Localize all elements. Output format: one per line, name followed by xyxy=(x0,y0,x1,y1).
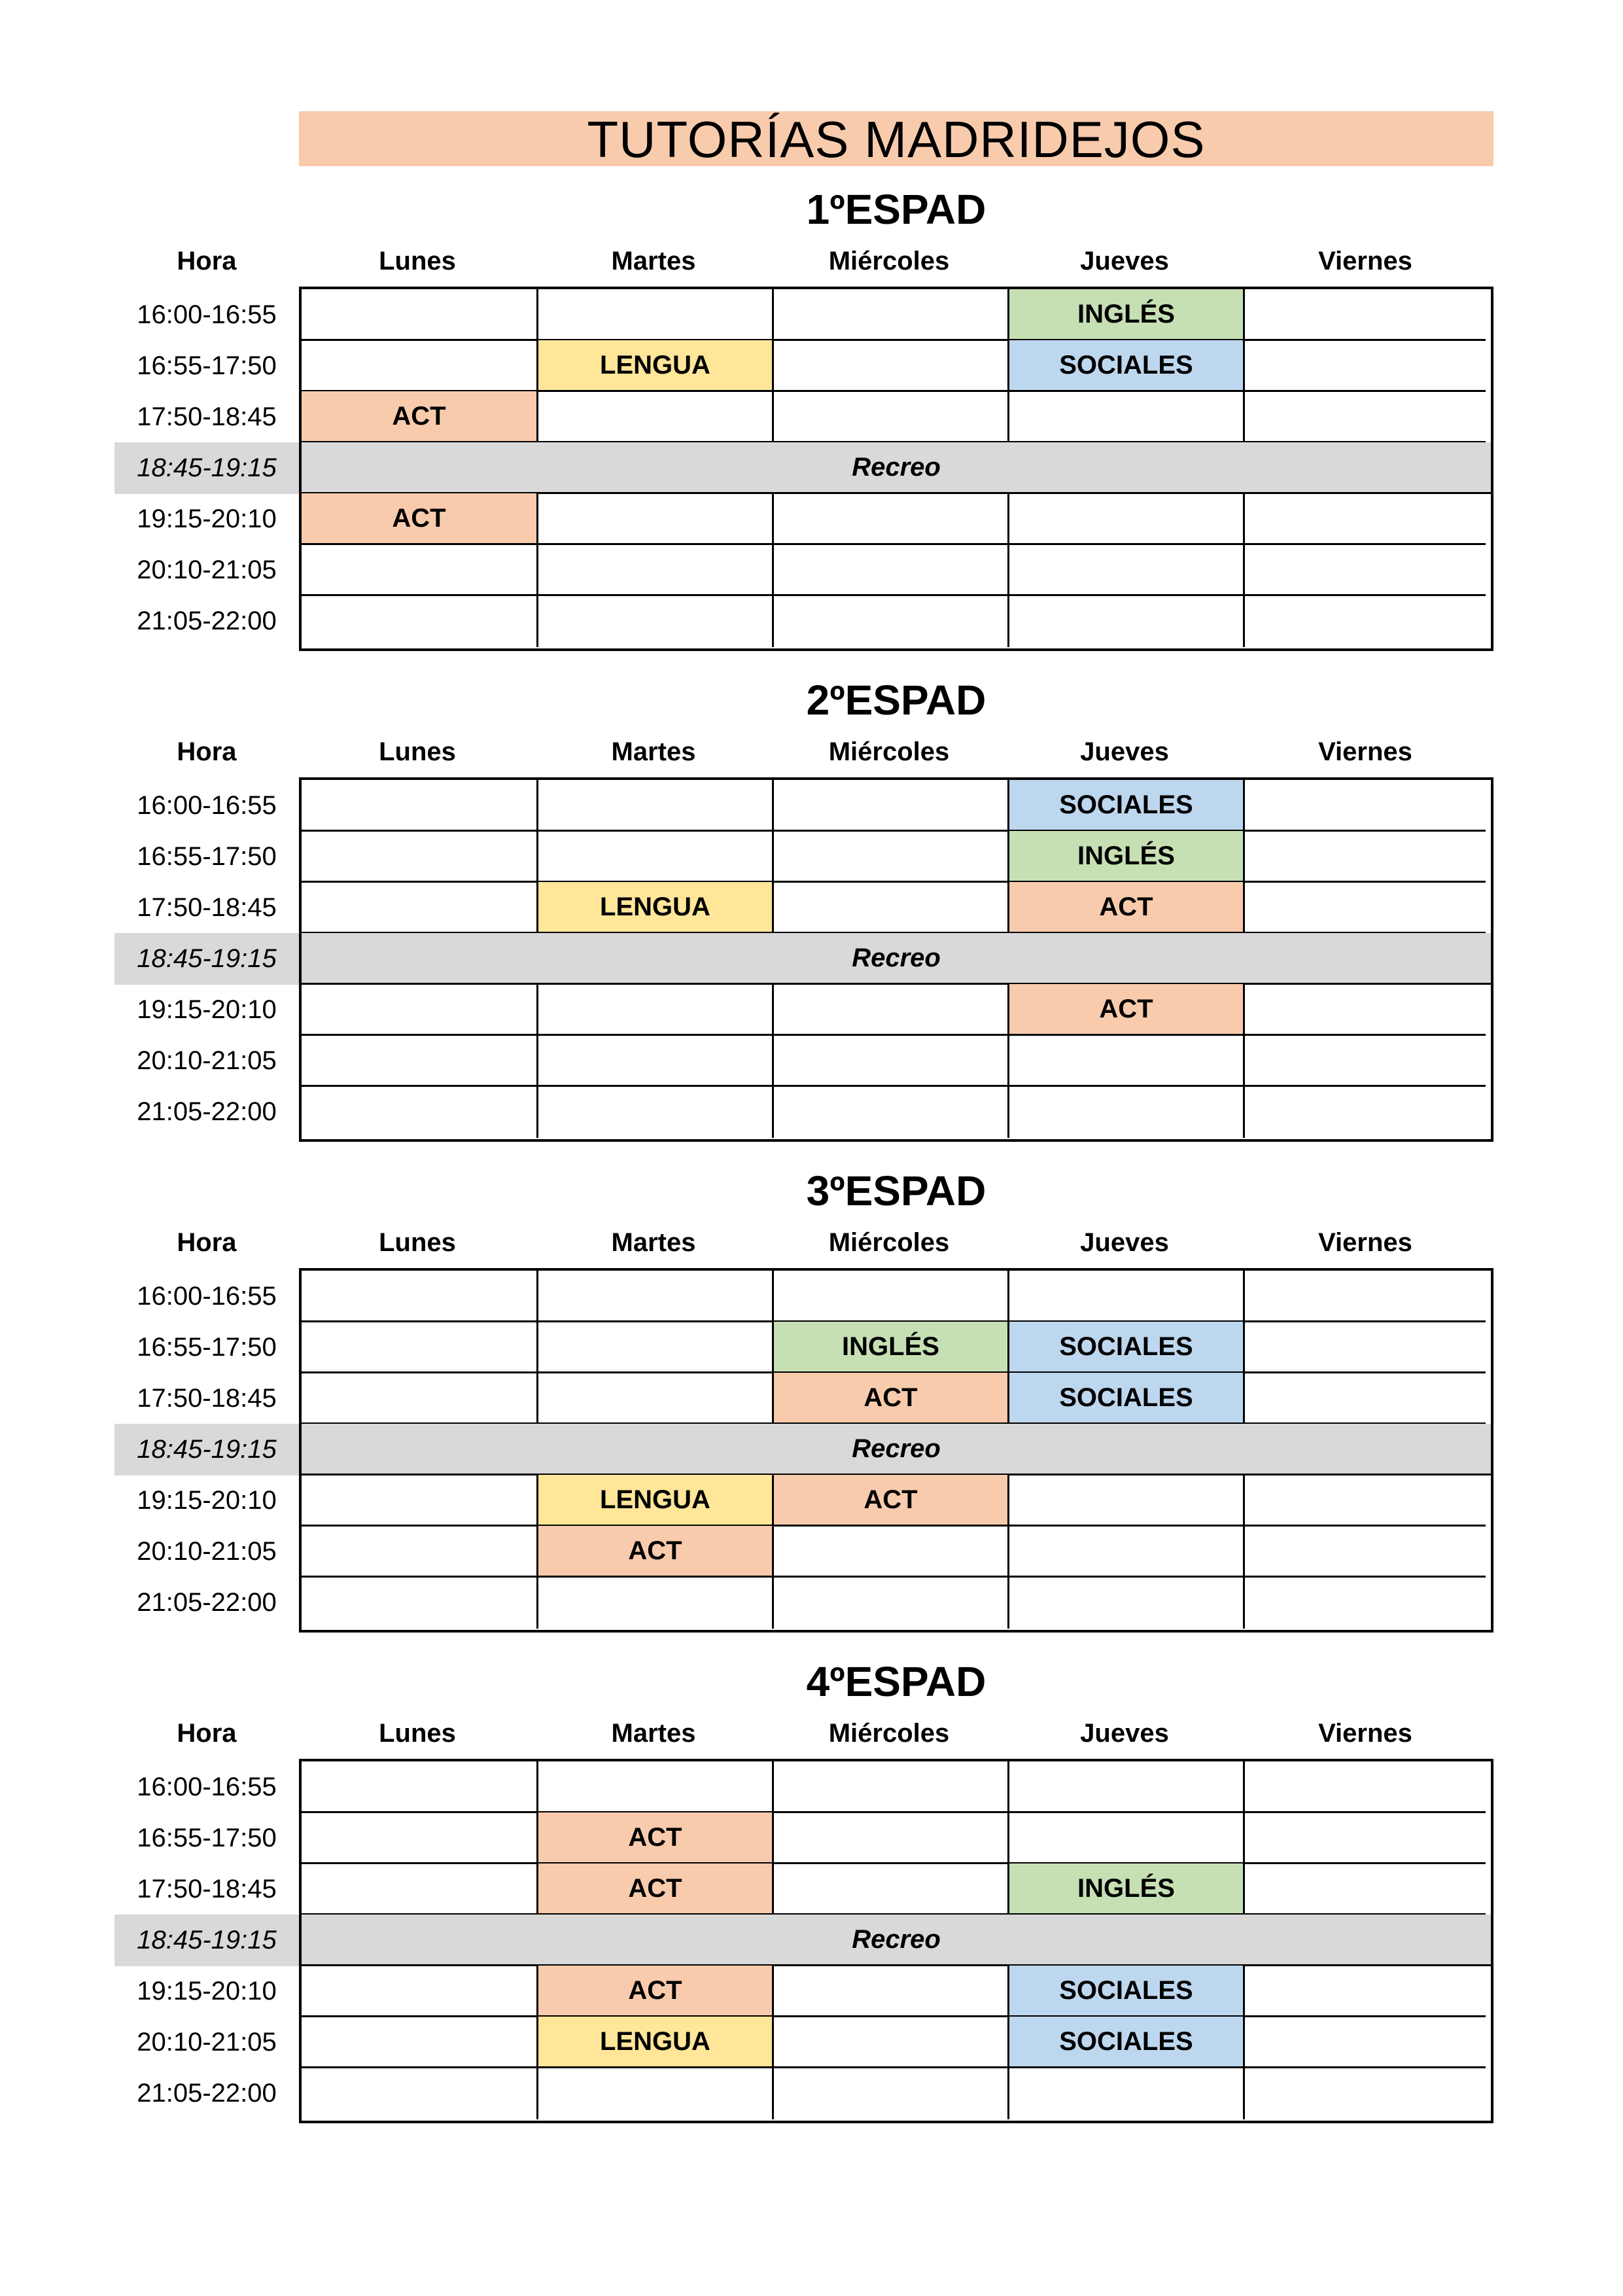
day-header-viernes: Viernes xyxy=(1318,247,1412,275)
empty-cell xyxy=(302,984,538,1036)
empty-cell xyxy=(302,882,538,934)
subject-cell: ACT xyxy=(774,1373,1009,1424)
schedule-3 xyxy=(0,1165,1623,1636)
empty-cell xyxy=(302,1526,538,1578)
empty-cell xyxy=(1009,1761,1245,1813)
day-header-martes: Martes xyxy=(611,247,696,275)
empty-cell xyxy=(538,1761,774,1813)
empty-cell xyxy=(302,1812,538,1864)
time-label: 16:55-17:50 xyxy=(137,1824,277,1852)
empty-cell xyxy=(538,1035,774,1087)
empty-cell xyxy=(1009,493,1245,545)
subject-cell: ACT xyxy=(538,1863,774,1915)
empty-cell xyxy=(302,1577,538,1629)
subject-cell: SOCIALES xyxy=(1009,340,1245,392)
empty-cell xyxy=(1009,391,1245,443)
empty-cell xyxy=(1245,1526,1486,1578)
subject-cell: INGLÉS xyxy=(1009,289,1245,341)
empty-cell xyxy=(1245,780,1486,832)
day-header-miércoles: Miércoles xyxy=(828,247,950,275)
empty-cell xyxy=(1245,1863,1486,1915)
empty-cell xyxy=(774,289,1009,341)
time-label: 21:05-22:00 xyxy=(137,607,277,635)
time-label: 17:50-18:45 xyxy=(137,893,277,922)
day-header-viernes: Viernes xyxy=(1318,1228,1412,1257)
empty-cell xyxy=(302,1322,538,1373)
timetable-grid xyxy=(299,777,1493,1142)
break-row: Recreo xyxy=(302,933,1491,985)
empty-cell xyxy=(302,2068,538,2119)
day-header-lunes: Lunes xyxy=(379,1719,456,1748)
empty-cell xyxy=(302,544,538,596)
time-label: 17:50-18:45 xyxy=(137,1384,277,1413)
schedule-title: 3ºESPAD xyxy=(806,1167,986,1214)
subject-cell: ACT xyxy=(1009,984,1245,1036)
day-header-martes: Martes xyxy=(611,1719,696,1748)
subject-cell: SOCIALES xyxy=(1009,1322,1245,1373)
subject-cell: SOCIALES xyxy=(1009,1373,1245,1424)
empty-cell xyxy=(302,831,538,883)
empty-cell xyxy=(1245,882,1486,934)
time-label: 16:00-16:55 xyxy=(137,1773,277,1801)
time-label: 17:50-18:45 xyxy=(137,402,277,431)
empty-cell xyxy=(538,1086,774,1138)
time-label: 19:15-20:10 xyxy=(137,1977,277,2005)
empty-cell xyxy=(774,595,1009,647)
empty-cell xyxy=(1245,1966,1486,2017)
empty-cell xyxy=(538,1577,774,1629)
day-header-miércoles: Miércoles xyxy=(828,1719,950,1748)
empty-cell xyxy=(774,780,1009,832)
subject-cell: LENGUA xyxy=(538,882,774,934)
empty-cell xyxy=(1245,1761,1486,1813)
empty-cell xyxy=(774,984,1009,1036)
day-header-miércoles: Miércoles xyxy=(828,1228,950,1257)
empty-cell xyxy=(1009,2068,1245,2119)
time-label: 21:05-22:00 xyxy=(137,1588,277,1617)
break-time-label: 18:45-19:15 xyxy=(114,442,299,494)
time-label: 19:15-20:10 xyxy=(137,995,277,1024)
empty-cell xyxy=(1245,595,1486,647)
time-label: 17:50-18:45 xyxy=(137,1875,277,1903)
hora-header: Hora xyxy=(177,1228,237,1257)
empty-cell xyxy=(774,2068,1009,2119)
empty-cell xyxy=(774,1271,1009,1322)
empty-cell xyxy=(538,391,774,443)
empty-cell xyxy=(1009,1475,1245,1527)
time-label: 20:10-21:05 xyxy=(137,1046,277,1075)
empty-cell xyxy=(1245,289,1486,341)
day-header-jueves: Jueves xyxy=(1080,1719,1169,1748)
empty-cell xyxy=(302,1863,538,1915)
empty-cell xyxy=(1009,1526,1245,1578)
empty-cell xyxy=(1009,1086,1245,1138)
subject-cell: SOCIALES xyxy=(1009,1966,1245,2017)
subject-cell: ACT xyxy=(538,1812,774,1864)
empty-cell xyxy=(774,391,1009,443)
timetable-grid xyxy=(299,1268,1493,1633)
empty-cell xyxy=(1245,1271,1486,1322)
subject-cell: SOCIALES xyxy=(1009,780,1245,832)
time-label: 21:05-22:00 xyxy=(137,2079,277,2108)
empty-cell xyxy=(774,1526,1009,1578)
empty-cell xyxy=(302,1086,538,1138)
time-label: 21:05-22:00 xyxy=(137,1097,277,1126)
empty-cell xyxy=(538,493,774,545)
empty-cell xyxy=(1245,1812,1486,1864)
time-label: 16:00-16:55 xyxy=(137,1282,277,1311)
empty-cell xyxy=(538,2068,774,2119)
empty-cell xyxy=(302,1035,538,1087)
empty-cell xyxy=(774,2017,1009,2068)
time-label: 19:15-20:10 xyxy=(137,1486,277,1515)
empty-cell xyxy=(1245,2068,1486,2119)
subject-cell: INGLÉS xyxy=(774,1322,1009,1373)
empty-cell xyxy=(1245,544,1486,596)
empty-cell xyxy=(1009,595,1245,647)
empty-cell xyxy=(1009,1577,1245,1629)
hora-header: Hora xyxy=(177,1719,237,1748)
subject-cell: ACT xyxy=(774,1475,1009,1527)
day-header-lunes: Lunes xyxy=(379,247,456,275)
day-header-jueves: Jueves xyxy=(1080,247,1169,275)
empty-cell xyxy=(1245,340,1486,392)
empty-cell xyxy=(538,289,774,341)
day-header-martes: Martes xyxy=(611,737,696,766)
empty-cell xyxy=(1245,493,1486,545)
break-time-label: 18:45-19:15 xyxy=(114,933,299,985)
empty-cell xyxy=(302,780,538,832)
day-header-lunes: Lunes xyxy=(379,737,456,766)
day-header-lunes: Lunes xyxy=(379,1228,456,1257)
schedule-1 xyxy=(0,183,1623,654)
empty-cell xyxy=(302,1475,538,1527)
empty-cell xyxy=(1009,1035,1245,1087)
empty-cell xyxy=(1245,831,1486,883)
empty-cell xyxy=(1245,1086,1486,1138)
empty-cell xyxy=(774,831,1009,883)
empty-cell xyxy=(774,1035,1009,1087)
break-time-label: 18:45-19:15 xyxy=(114,1915,299,1966)
empty-cell xyxy=(774,1577,1009,1629)
empty-cell xyxy=(302,1373,538,1424)
empty-cell xyxy=(1009,1271,1245,1322)
empty-cell xyxy=(1245,1577,1486,1629)
time-label: 16:55-17:50 xyxy=(137,1333,277,1362)
empty-cell xyxy=(1245,1373,1486,1424)
schedule-4 xyxy=(0,1655,1623,2127)
empty-cell xyxy=(538,544,774,596)
schedule-title: 2ºESPAD xyxy=(806,677,986,724)
empty-cell xyxy=(538,1322,774,1373)
day-header-miércoles: Miércoles xyxy=(828,737,950,766)
empty-cell xyxy=(302,1761,538,1813)
break-row: Recreo xyxy=(302,1915,1491,1966)
break-row: Recreo xyxy=(302,442,1491,494)
empty-cell xyxy=(302,340,538,392)
subject-cell: LENGUA xyxy=(538,2017,774,2068)
time-label: 20:10-21:05 xyxy=(137,1537,277,1566)
break-row: Recreo xyxy=(302,1424,1491,1475)
empty-cell xyxy=(538,1271,774,1322)
empty-cell xyxy=(538,831,774,883)
empty-cell xyxy=(538,984,774,1036)
day-header-jueves: Jueves xyxy=(1080,737,1169,766)
time-label: 19:15-20:10 xyxy=(137,504,277,533)
empty-cell xyxy=(1245,1035,1486,1087)
time-label: 16:55-17:50 xyxy=(137,842,277,871)
time-label: 16:55-17:50 xyxy=(137,351,277,380)
subject-cell: SOCIALES xyxy=(1009,2017,1245,2068)
empty-cell xyxy=(302,2017,538,2068)
day-header-viernes: Viernes xyxy=(1318,1719,1412,1748)
empty-cell xyxy=(774,1863,1009,1915)
schedule-title: 4ºESPAD xyxy=(806,1658,986,1705)
empty-cell xyxy=(302,1966,538,2017)
empty-cell xyxy=(1245,984,1486,1036)
empty-cell xyxy=(1245,1322,1486,1373)
empty-cell xyxy=(1245,1475,1486,1527)
subject-cell: INGLÉS xyxy=(1009,1863,1245,1915)
subject-cell: INGLÉS xyxy=(1009,831,1245,883)
subject-cell: ACT xyxy=(538,1966,774,2017)
empty-cell xyxy=(1245,2017,1486,2068)
timetable-grid xyxy=(299,1759,1493,2123)
day-header-martes: Martes xyxy=(611,1228,696,1257)
empty-cell xyxy=(1009,1812,1245,1864)
empty-cell xyxy=(302,1271,538,1322)
subject-cell: ACT xyxy=(302,391,538,443)
hora-header: Hora xyxy=(177,737,237,766)
empty-cell xyxy=(774,1086,1009,1138)
time-label: 20:10-21:05 xyxy=(137,2028,277,2057)
subject-cell: ACT xyxy=(538,1526,774,1578)
subject-cell: LENGUA xyxy=(538,1475,774,1527)
empty-cell xyxy=(774,493,1009,545)
empty-cell xyxy=(774,340,1009,392)
empty-cell xyxy=(538,595,774,647)
day-header-viernes: Viernes xyxy=(1318,737,1412,766)
time-label: 20:10-21:05 xyxy=(137,556,277,584)
empty-cell xyxy=(774,1966,1009,2017)
schedule-2 xyxy=(0,674,1623,1145)
time-label: 16:00-16:55 xyxy=(137,791,277,820)
subject-cell: LENGUA xyxy=(538,340,774,392)
empty-cell xyxy=(302,595,538,647)
empty-cell xyxy=(774,882,1009,934)
empty-cell xyxy=(538,780,774,832)
page-title: TUTORÍAS MADRIDEJOS xyxy=(299,111,1493,166)
empty-cell xyxy=(774,1812,1009,1864)
empty-cell xyxy=(774,544,1009,596)
empty-cell xyxy=(538,1373,774,1424)
empty-cell xyxy=(302,289,538,341)
empty-cell xyxy=(1245,391,1486,443)
timetable-grid xyxy=(299,287,1493,651)
time-label: 16:00-16:55 xyxy=(137,300,277,329)
subject-cell: ACT xyxy=(302,493,538,545)
break-time-label: 18:45-19:15 xyxy=(114,1424,299,1475)
schedule-title: 1ºESPAD xyxy=(806,186,986,233)
subject-cell: ACT xyxy=(1009,882,1245,934)
hora-header: Hora xyxy=(177,247,237,275)
empty-cell xyxy=(1009,544,1245,596)
day-header-jueves: Jueves xyxy=(1080,1228,1169,1257)
empty-cell xyxy=(774,1761,1009,1813)
